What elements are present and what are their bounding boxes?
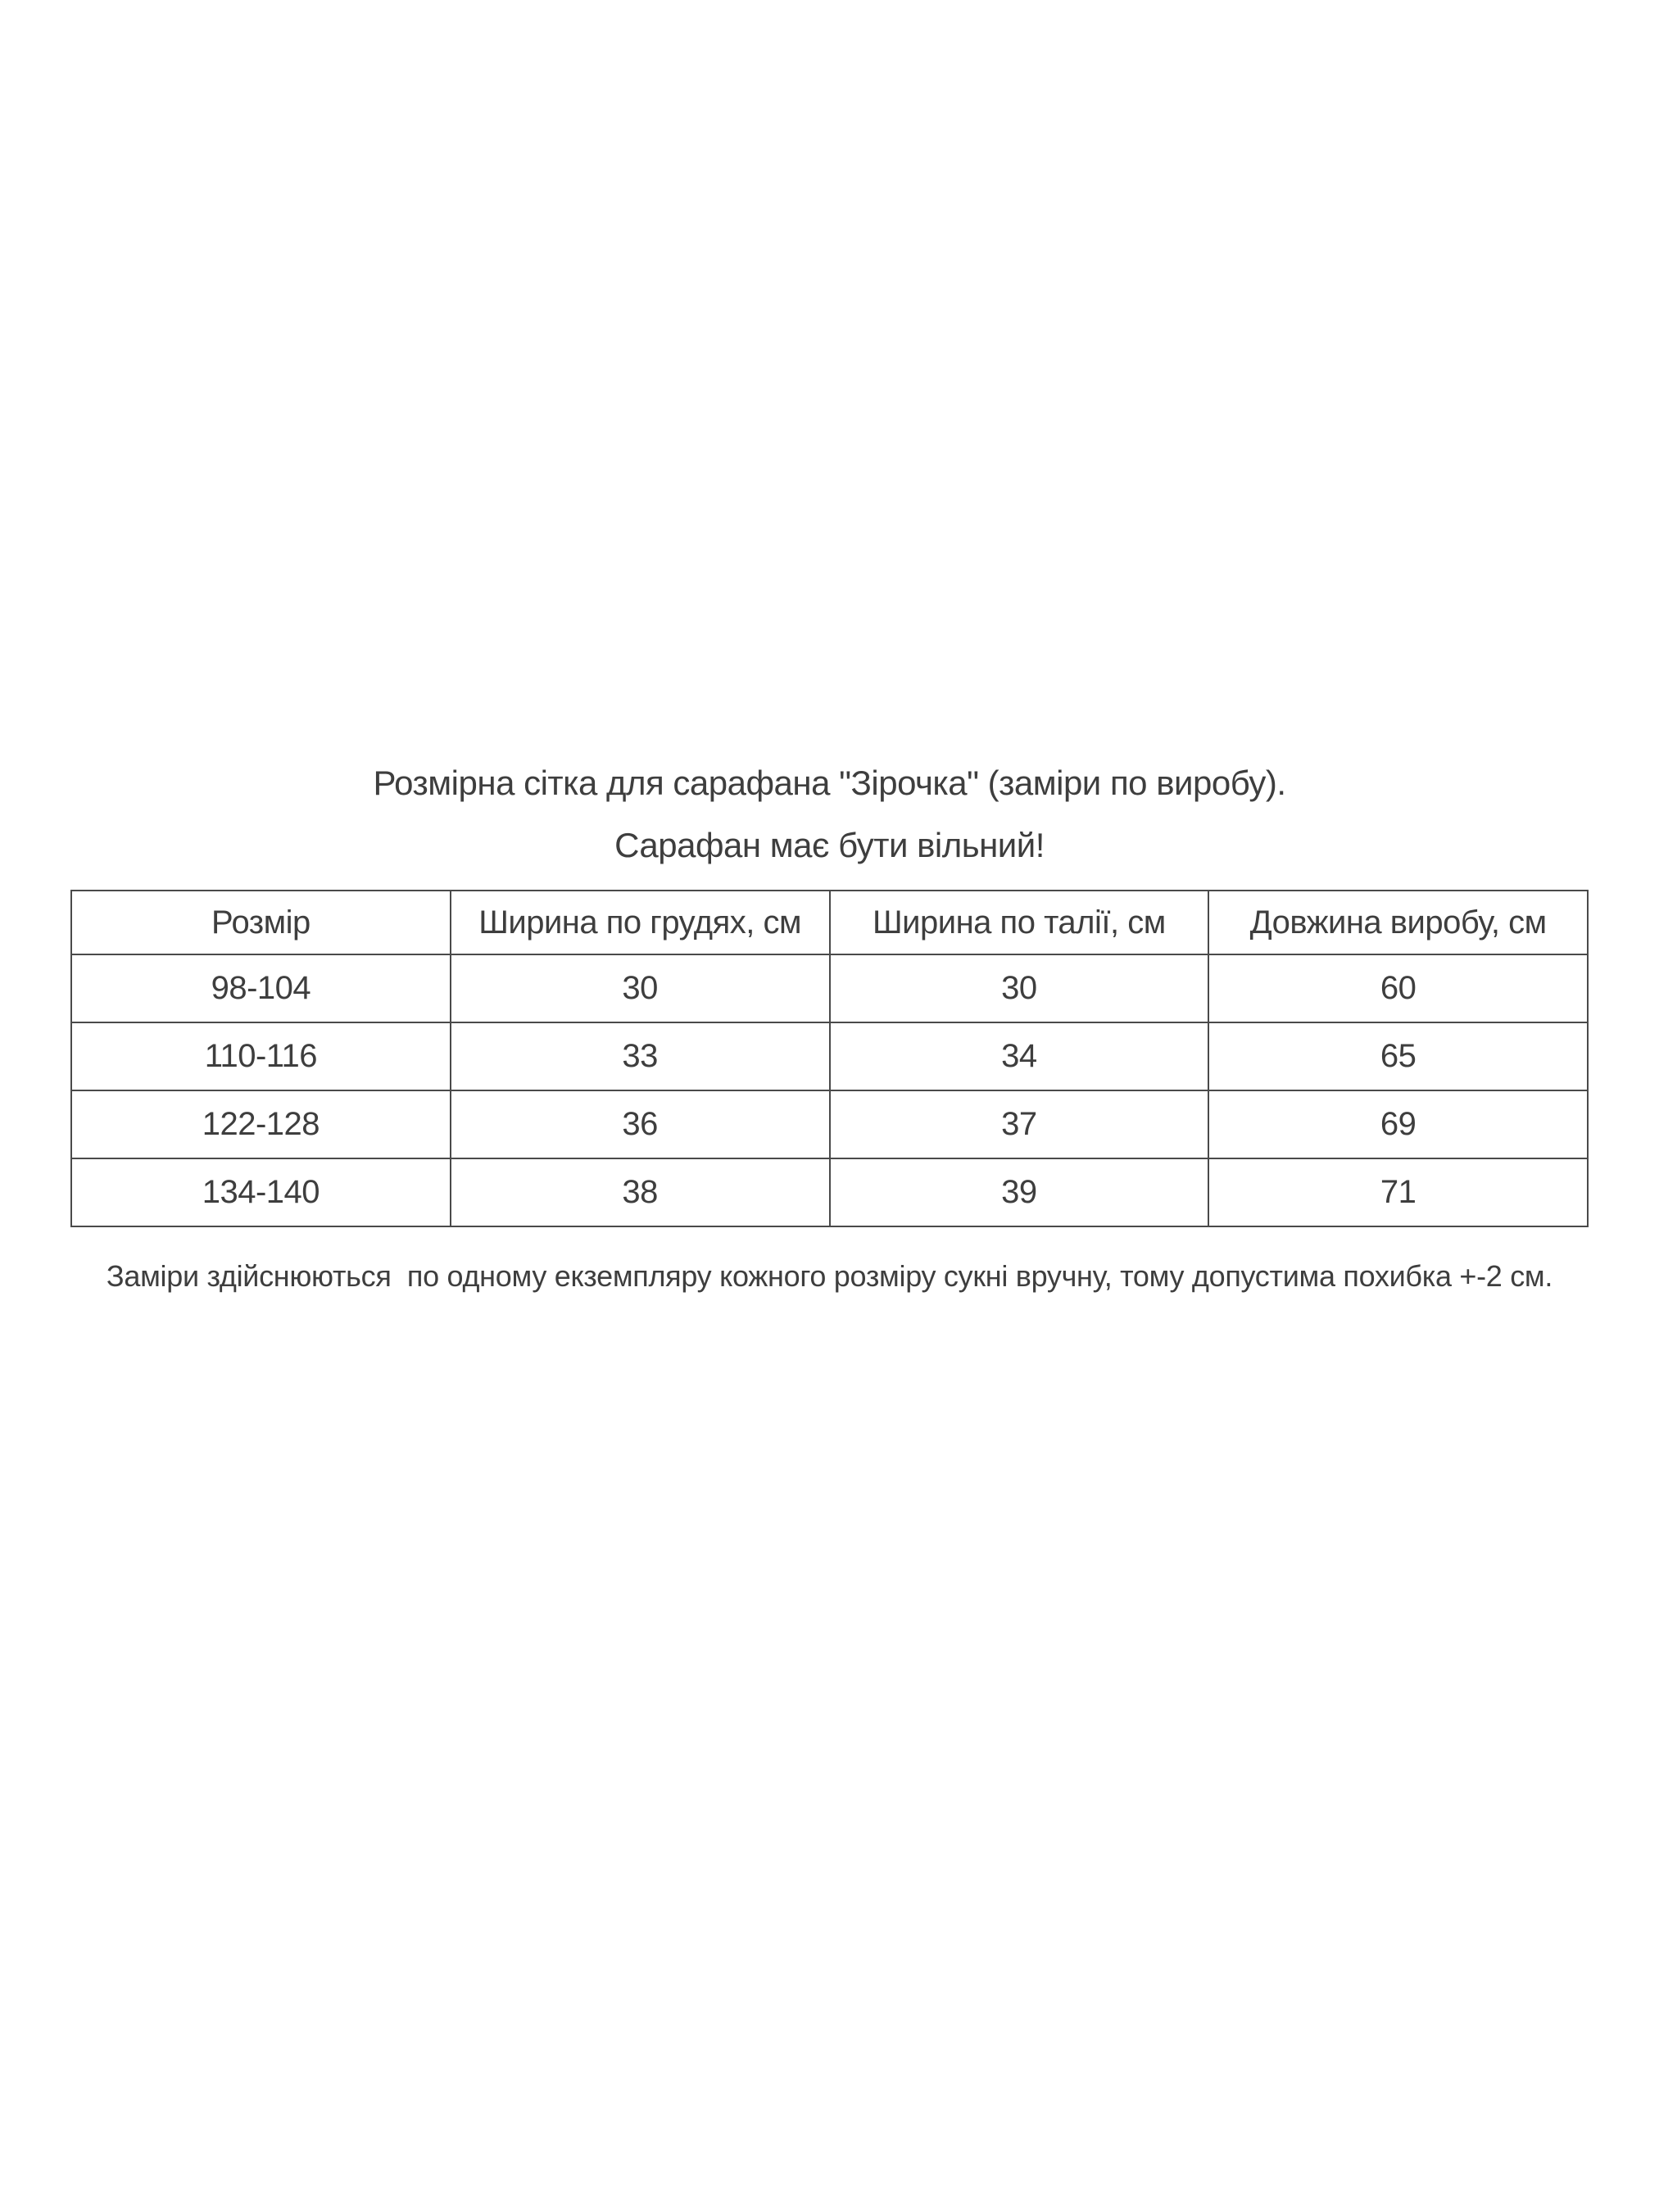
table-row (71, 1022, 1588, 1090)
cell-chest-width: 38 (451, 1158, 830, 1226)
measurement-note: Заміри здійснюються по одному екземпляру кожного розміру сукні вручну, тому допустима похибка +-2 см. (106, 1259, 1553, 1293)
size-table-head (71, 891, 1588, 954)
cell-size: 110-116 (71, 1022, 451, 1090)
table-row (71, 1158, 1588, 1226)
cell-waist-width: 39 (830, 1158, 1209, 1226)
cell-item-length: 69 (1208, 1090, 1588, 1158)
cell-chest-width: 33 (451, 1022, 830, 1090)
cell-chest-width: 30 (451, 954, 830, 1022)
cell-size: 134-140 (71, 1158, 451, 1226)
cell-chest-width: 36 (451, 1090, 830, 1158)
header-size: Розмір (71, 891, 451, 954)
table-row (71, 1090, 1588, 1158)
header-chest-width: Ширина по грудях, см (451, 891, 830, 954)
cell-waist-width: 37 (830, 1090, 1209, 1158)
cell-item-length: 71 (1208, 1158, 1588, 1226)
header-row (71, 891, 1588, 954)
table-row (71, 954, 1588, 1022)
header-item-length: Довжина виробу, см (1208, 891, 1588, 954)
cell-waist-width: 30 (830, 954, 1209, 1022)
cell-item-length: 60 (1208, 954, 1588, 1022)
cell-item-length: 65 (1208, 1022, 1588, 1090)
page-subtitle: Сарафан має бути вільний! (614, 826, 1045, 864)
size-table (70, 890, 1589, 1227)
cell-size: 122-128 (71, 1090, 451, 1158)
size-table-body (71, 954, 1588, 1226)
header-waist-width: Ширина по талії, см (830, 891, 1209, 954)
page-title: Розмірна сітка для сарафана "Зірочка" (заміри по виробу). (373, 764, 1286, 802)
cell-size: 98-104 (71, 954, 451, 1022)
cell-waist-width: 34 (830, 1022, 1209, 1090)
